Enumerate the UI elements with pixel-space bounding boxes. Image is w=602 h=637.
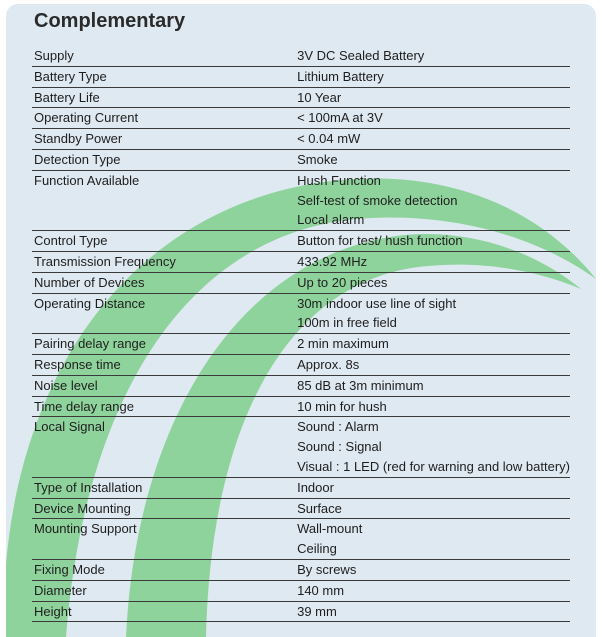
spec-row [32,170,570,190]
spec-label: Control Type [32,231,295,252]
spec-label: Height [32,601,295,622]
spec-label: Function Available [34,172,140,188]
spec-label: Detection Type [32,149,295,170]
spec-label [32,437,295,457]
spec-value: 10 Year [295,87,570,108]
spec-row [32,108,570,129]
spec-value: 10 min for hush [295,396,570,417]
spec-label: Pairing delay range [32,334,295,355]
spec-label: Operating Current [32,108,295,129]
spec-label: Transmission Frequency [32,251,295,272]
spec-label [32,457,295,477]
spec-value: Lithium Battery [295,66,570,87]
spec-label [32,313,295,333]
spec-row [32,149,570,170]
spec-value: Smoke [295,149,570,170]
spec-label: Supply [32,46,295,66]
spec-row [32,334,570,355]
spec-label [32,539,295,559]
spec-value: Wall-mount [297,521,363,537]
spec-value: Hush Function [297,172,381,188]
spec-label: Battery Type [32,66,295,87]
spec-row-continuation [32,437,570,457]
spec-value: < 100mA at 3V [295,108,570,129]
spec-value: Approx. 8s [295,354,570,375]
spec-label: Standby Power [32,129,295,150]
spec-label: Device Mounting [32,498,295,519]
spec-row-continuation [32,539,570,559]
spec-label: Operating Distance [34,295,146,311]
spec-row [32,87,570,108]
spec-row [32,477,570,498]
spec-value: 39 mm [295,601,570,622]
spec-row [32,519,570,539]
spec-value: Visual : 1 LED (red for warning and low battery) [295,457,570,477]
spec-label: Type of Installation [32,477,295,498]
spec-label [32,191,295,211]
spec-value: Local alarm [295,210,570,230]
spec-row [32,559,570,580]
spec-row [32,396,570,417]
spec-row [32,66,570,87]
spec-row [32,46,570,66]
spec-value: 100m in free field [295,313,570,333]
spec-row [32,375,570,396]
spec-label: Diameter [32,580,295,601]
spec-value: By screws [295,559,570,580]
spec-row-continuation [32,313,570,333]
spec-row [32,601,570,622]
spec-value: Up to 20 pieces [295,272,570,293]
spec-value: Sound : Signal [297,439,382,455]
spec-label [32,210,295,230]
spec-value: Sound : Alarm [297,419,379,435]
spec-row [32,580,570,601]
spec-label: Number of Devices [32,272,295,293]
spec-row-continuation [32,457,570,477]
spec-row-continuation [32,191,570,211]
spec-row [32,251,570,272]
spec-label: Noise level [32,375,295,396]
spec-label: Mounting Support [34,521,137,537]
spec-value: Self-test of smoke detection [297,192,458,208]
page-title: Complementary [34,10,186,32]
spec-value: 140 mm [295,580,570,601]
spec-value: 433.92 MHz [295,251,570,272]
spec-row-continuation [32,210,570,230]
spec-panel [6,4,596,637]
spec-value: Ceiling [295,539,570,559]
spec-row [32,417,570,437]
spec-value: Indoor [295,477,570,498]
spec-label: Response time [32,354,295,375]
spec-value: < 0.04 mW [295,129,570,150]
spec-table [32,46,570,622]
spec-row [32,498,570,519]
spec-row [32,354,570,375]
spec-value: 85 dB at 3m minimum [295,375,570,396]
spec-label: Time delay range [32,396,295,417]
spec-value: Surface [295,498,570,519]
spec-row [32,293,570,313]
spec-row [32,231,570,252]
spec-value: 3V DC Sealed Battery [295,46,570,66]
spec-value: 2 min maximum [295,334,570,355]
spec-value: 30m indoor use line of sight [297,295,457,311]
spec-label: Local Signal [34,419,105,435]
spec-value: Button for test/ hush function [295,231,570,252]
spec-row [32,129,570,150]
spec-label: Fixing Mode [32,559,295,580]
spec-label: Battery Life [32,87,295,108]
spec-row [32,272,570,293]
